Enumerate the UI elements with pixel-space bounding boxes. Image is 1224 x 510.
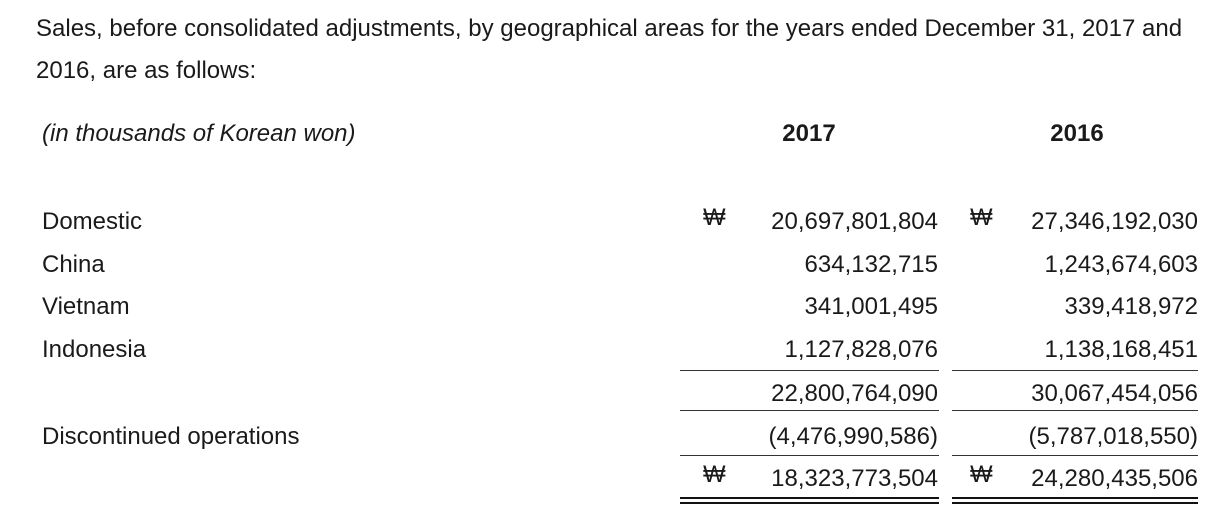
value-2017: 20,697,801,804 [771,208,938,235]
row-label: China [42,251,105,278]
table-row [0,287,1224,327]
intro-paragraph: Sales, before consolidated adjustments, by geographical areas for the years ended December 31, 2017 and 2016, are as follows: [36,15,1183,84]
currency-symbol: ₩ [703,461,726,488]
subtotal-row [0,374,1224,414]
value-2016: 339,418,972 [1064,293,1198,320]
table-row [0,202,1224,242]
table-row [0,330,1224,370]
value-2017: 22,800,764,090 [771,380,938,407]
column-header-2017: 2017 [782,120,836,147]
subtotal-rule [680,370,939,371]
value-2016: 24,280,435,506 [1031,465,1198,492]
value-2016: 27,346,192,030 [1031,208,1198,235]
currency-symbol: ₩ [703,204,726,231]
table-row [0,417,1224,457]
value-2017: (4,476,990,586) [768,423,938,450]
unit-note: (in thousands of Korean won) [42,120,356,147]
currency-symbol: ₩ [970,204,993,231]
value-2017: 18,323,773,504 [771,465,938,492]
value-2016: 1,243,674,603 [1044,251,1198,278]
table-row [0,245,1224,285]
value-2017: 1,127,828,076 [784,336,938,363]
subtotal-rule [680,410,939,411]
row-label: Indonesia [42,336,147,363]
total-row [0,459,1224,499]
value-2017: 634,132,715 [804,251,938,278]
value-2016: 1,138,168,451 [1044,336,1198,363]
double-underline [952,502,1198,504]
double-underline [952,497,1198,499]
row-label: Domestic [42,208,143,235]
row-label: Vietnam [42,293,130,320]
total-rule [680,455,939,456]
subtotal-rule [952,410,1198,411]
row-label: Discontinued operations [42,423,300,450]
total-rule [952,455,1198,456]
value-2016: (5,787,018,550) [1028,423,1198,450]
double-underline [680,497,939,499]
value-2016: 30,067,454,056 [1031,380,1198,407]
column-header-2016: 2016 [1050,120,1104,147]
double-underline [680,502,939,504]
value-2017: 341,001,495 [804,293,938,320]
currency-symbol: ₩ [970,461,993,488]
subtotal-rule [952,370,1198,371]
